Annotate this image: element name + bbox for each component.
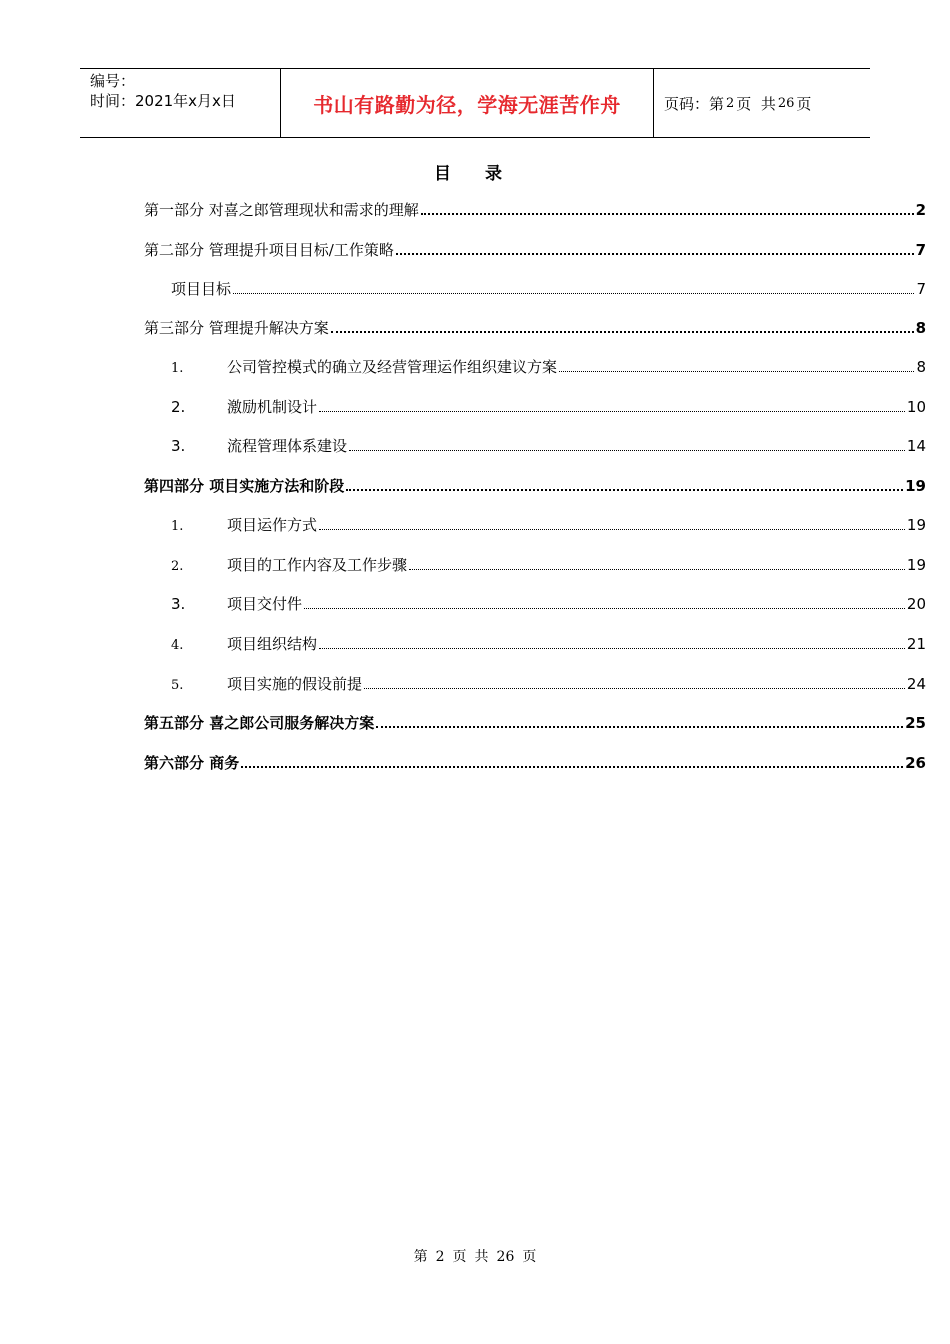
toc-entry-page: 20 [906, 595, 926, 613]
footer-total: 26 [496, 1249, 515, 1265]
footer-suffix: 页 [522, 1249, 537, 1265]
footer-mid2: 共 [474, 1249, 489, 1265]
toc-entry[interactable] [144, 199, 926, 221]
toc-leader-dots [241, 752, 903, 768]
toc-leader-dots [349, 435, 905, 451]
toc-entry-number: 2. [171, 559, 184, 574]
page-current: 2 [726, 95, 735, 111]
toc-entry-number: 1. [171, 519, 184, 534]
toc-entry-number: 1. [171, 361, 184, 376]
footer-prefix: 第 [413, 1249, 428, 1265]
page-footer [0, 1246, 950, 1266]
footer-mid1: 页 [452, 1249, 467, 1265]
toc-entry-page: 19 [906, 516, 926, 534]
toc-leader-dots [304, 593, 905, 609]
toc-leader-dots [331, 317, 914, 333]
toc-entry-label: 项目的工作内容及工作步骤 [227, 556, 408, 574]
toc-entry-label: 第三部分 管理提升解决方案 [144, 319, 329, 337]
toc-leader-dots [409, 554, 905, 570]
header-motto-cell [281, 69, 654, 137]
toc-entry-number: 2. [171, 398, 186, 416]
toc-entry-label: 项目运作方式 [227, 516, 318, 534]
toc-entry[interactable] [171, 356, 926, 378]
toc-entry[interactable] [144, 475, 926, 497]
toc-leader-dots [233, 278, 914, 294]
toc-entry[interactable] [171, 554, 926, 576]
toc-entry[interactable] [171, 435, 926, 457]
toc-entry[interactable] [144, 712, 926, 734]
page-mid: 页 共 [736, 94, 776, 113]
time-label: 时间：2021年x月x日 [90, 92, 236, 110]
toc-leader-dots [376, 712, 903, 728]
toc-title: 目 录 [434, 164, 516, 184]
page-header [80, 68, 870, 138]
toc-entry-number: 5. [171, 678, 184, 693]
toc-leader-dots [319, 514, 905, 530]
toc-entry-page: 19 [905, 477, 926, 495]
toc-entry-number: 3. [171, 595, 186, 613]
header-motto: 书山有路勤为径，学海无涯苦作舟 [313, 92, 621, 117]
toc-entry-label-wrap [171, 435, 347, 457]
toc-entry-label-wrap [171, 673, 362, 697]
toc-entry-page: 2 [915, 201, 926, 219]
toc-entry-label-wrap [171, 396, 317, 418]
toc-entry-label: 项目交付件 [227, 595, 303, 613]
page-suffix: 页 [796, 94, 812, 113]
toc-entry-page: 7 [916, 280, 926, 298]
toc-entry[interactable] [144, 239, 926, 261]
toc-entry-page: 7 [915, 241, 926, 259]
toc-leader-dots [559, 356, 914, 372]
toc-entry[interactable] [144, 317, 926, 339]
toc-entry-page: 8 [915, 319, 926, 337]
number-label: 编号： [90, 72, 136, 90]
toc-entry-page: 8 [916, 358, 926, 376]
toc-leader-dots [346, 475, 903, 491]
page-total: 26 [777, 95, 795, 111]
toc-entry[interactable] [171, 633, 926, 655]
toc-leader-dots [319, 633, 905, 649]
toc-entry-page: 19 [906, 556, 926, 574]
toc-entry-label: 第一部分 对喜之郎管理现状和需求的理解 [144, 201, 419, 219]
toc-entry-label-wrap [171, 633, 317, 657]
toc-entry-page: 14 [906, 437, 926, 455]
page-prefix: 页码：第 [664, 94, 725, 113]
toc-leader-dots [421, 199, 914, 215]
toc-entry[interactable] [171, 396, 926, 418]
toc-entry-label: 第五部分 喜之郎公司服务解决方案 [144, 714, 375, 732]
toc-leader-dots [396, 239, 914, 255]
toc-entry-page: 24 [906, 675, 926, 693]
toc-entry-page: 21 [906, 635, 926, 653]
toc-entry-page: 26 [905, 754, 926, 772]
toc-entry-label: 项目实施的假设前提 [227, 675, 363, 693]
toc-leader-dots [319, 396, 905, 412]
toc-entry-label-wrap [171, 356, 557, 380]
footer-current: 2 [435, 1249, 445, 1265]
toc-entry-page: 10 [906, 398, 926, 416]
toc-entry-label-wrap [171, 593, 302, 615]
toc-entry-number: 4. [171, 638, 184, 653]
toc-entry-label: 第二部分 管理提升项目目标/工作策略 [144, 241, 394, 259]
toc-leader-dots [364, 673, 905, 689]
toc-entry-number: 3. [171, 437, 186, 455]
toc-entry-label: 第六部分 商务 [144, 754, 240, 772]
toc-entry-label-wrap [171, 554, 407, 578]
toc-entry-label: 激励机制设计 [227, 398, 318, 416]
header-meta [80, 69, 281, 137]
header-page-info [654, 69, 870, 137]
toc-entry[interactable] [171, 514, 926, 536]
toc-entry[interactable] [171, 593, 926, 615]
toc-entry[interactable] [171, 278, 926, 300]
toc-entry-page: 25 [905, 714, 926, 732]
toc-entry-label: 项目组织结构 [227, 635, 318, 653]
toc-entry-label: 公司管控模式的确立及经营管理运作组织建议方案 [227, 358, 558, 376]
toc-entry-label: 项目目标 [171, 280, 232, 298]
toc-entry-label: 流程管理体系建设 [227, 437, 348, 455]
toc-entry-label-wrap [171, 514, 317, 538]
toc-entry-label: 第四部分 项目实施方法和阶段 [144, 477, 345, 495]
toc-entry[interactable] [171, 673, 926, 695]
toc-entry[interactable] [144, 752, 926, 774]
